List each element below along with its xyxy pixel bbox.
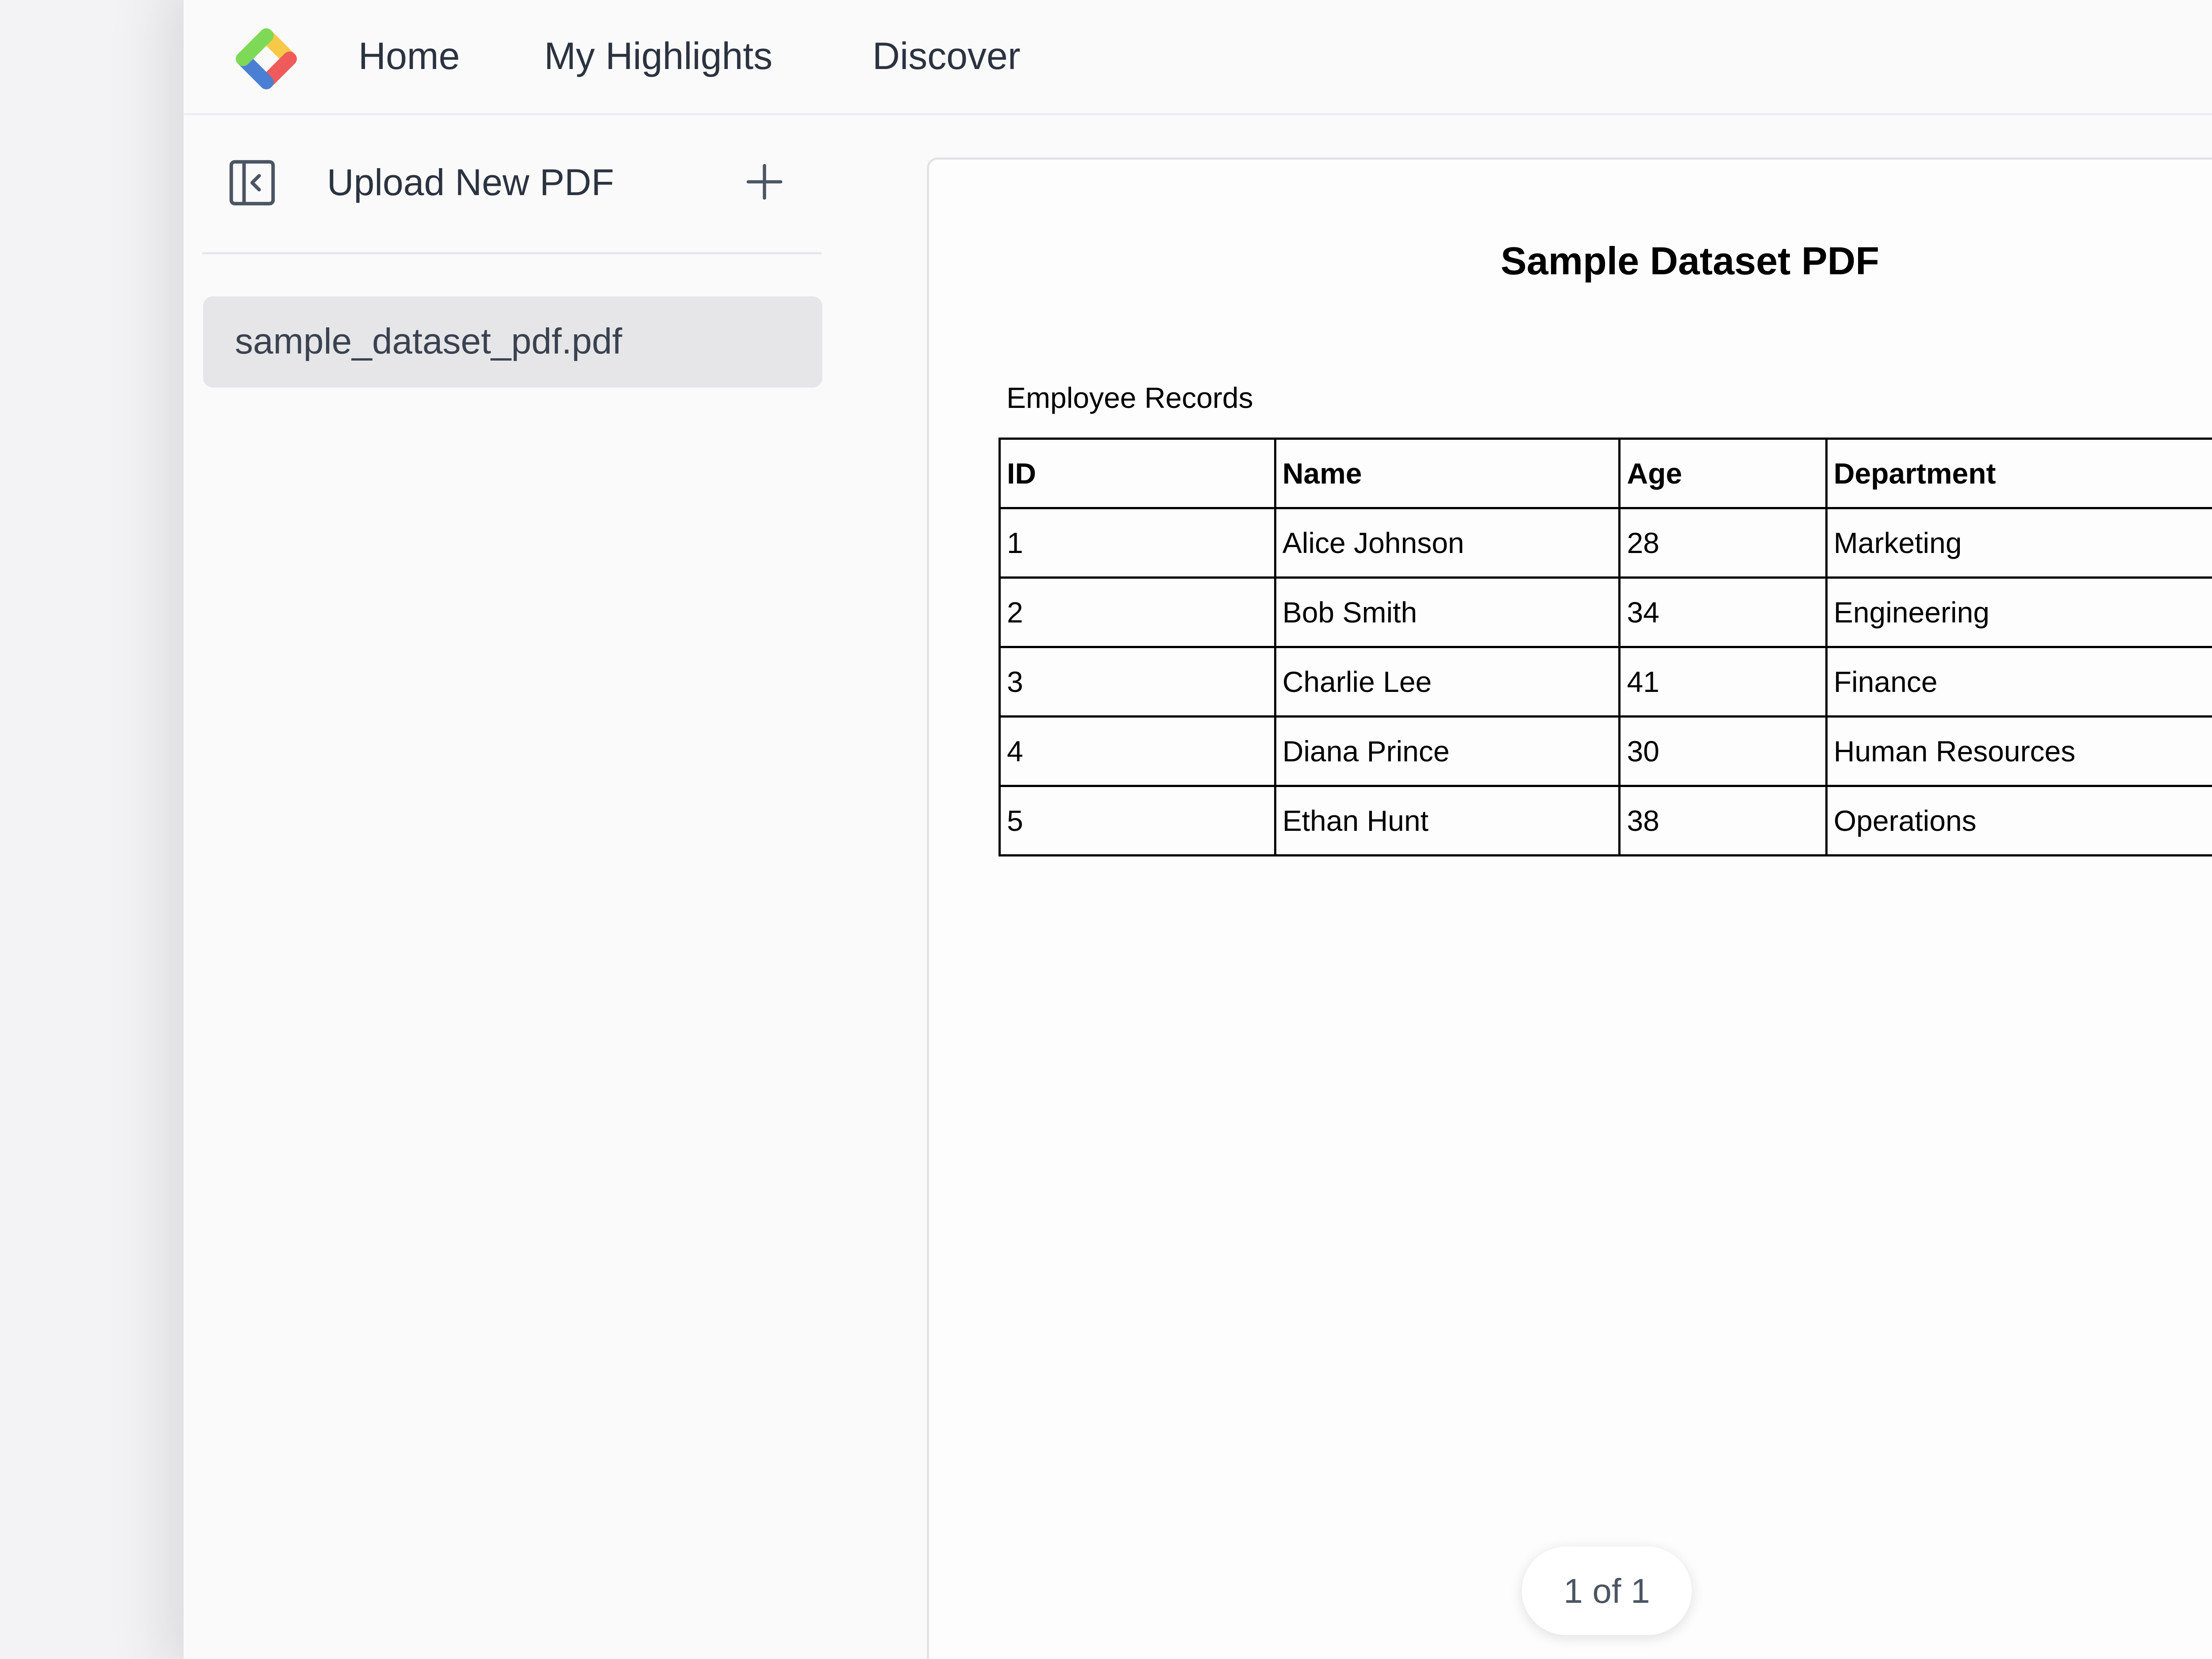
table-row <box>1000 786 2212 856</box>
table-cell: 5 <box>1000 786 1275 856</box>
nav-my-highlights[interactable]: My Highlights <box>544 35 773 77</box>
nav-discover[interactable]: Discover <box>872 35 1021 77</box>
table-cell: Human Resources <box>1826 717 2212 786</box>
app-window <box>184 0 2212 1659</box>
table-cell: 30 <box>1620 717 1826 786</box>
nav-home[interactable]: Home <box>358 35 460 77</box>
pdf-viewer[interactable] <box>843 117 2212 1659</box>
top-nav <box>184 0 2212 115</box>
column-header: Department <box>1826 439 2212 508</box>
table-cell: 28 <box>1620 508 1826 578</box>
table-cell: Ethan Hunt <box>1275 786 1620 856</box>
table-cell: Diana Prince <box>1275 717 1620 786</box>
table-row <box>1000 508 2212 578</box>
table-cell: Marketing <box>1826 508 2212 578</box>
table-cell: 38 <box>1620 786 1826 856</box>
pdf-page[interactable] <box>927 157 2212 1659</box>
app-logo-icon[interactable] <box>224 17 308 101</box>
column-header: Age <box>1620 439 1826 508</box>
table-cell: 4 <box>1000 717 1275 786</box>
column-header: Name <box>1275 439 1620 508</box>
table-cell: 34 <box>1620 578 1826 647</box>
table-row <box>1000 717 2212 786</box>
table-cell: 2 <box>1000 578 1275 647</box>
file-name: sample_dataset_pdf.pdf <box>235 321 622 361</box>
table-cell: 41 <box>1620 647 1826 717</box>
table-header-row <box>1000 439 2212 508</box>
page-indicator: 1 of 1 <box>1522 1547 1692 1635</box>
table-cell: Engineering <box>1826 578 2212 647</box>
table-cell: Finance <box>1826 647 2212 717</box>
document-title: Sample Dataset PDF <box>1501 239 1879 283</box>
table-cell: 1 <box>1000 508 1275 578</box>
table-cell: Charlie Lee <box>1275 647 1620 717</box>
upload-plus-icon[interactable] <box>740 157 789 206</box>
table-cell: Bob Smith <box>1275 578 1620 647</box>
table-row <box>1000 647 2212 717</box>
table-cell: 3 <box>1000 647 1275 717</box>
table-cell: Operations <box>1826 786 2212 856</box>
column-header: ID <box>1000 439 1275 508</box>
sidebar-divider <box>202 252 822 254</box>
file-sidebar <box>184 117 843 1659</box>
table-row <box>1000 578 2212 647</box>
employee-table <box>998 438 2212 856</box>
table-cell: Alice Johnson <box>1275 508 1620 578</box>
upload-new-pdf-label[interactable]: Upload New PDF <box>327 161 614 203</box>
collapse-sidebar-icon[interactable] <box>224 155 280 211</box>
file-list-item[interactable] <box>203 296 822 388</box>
table-caption: Employee Records <box>1006 381 1253 414</box>
